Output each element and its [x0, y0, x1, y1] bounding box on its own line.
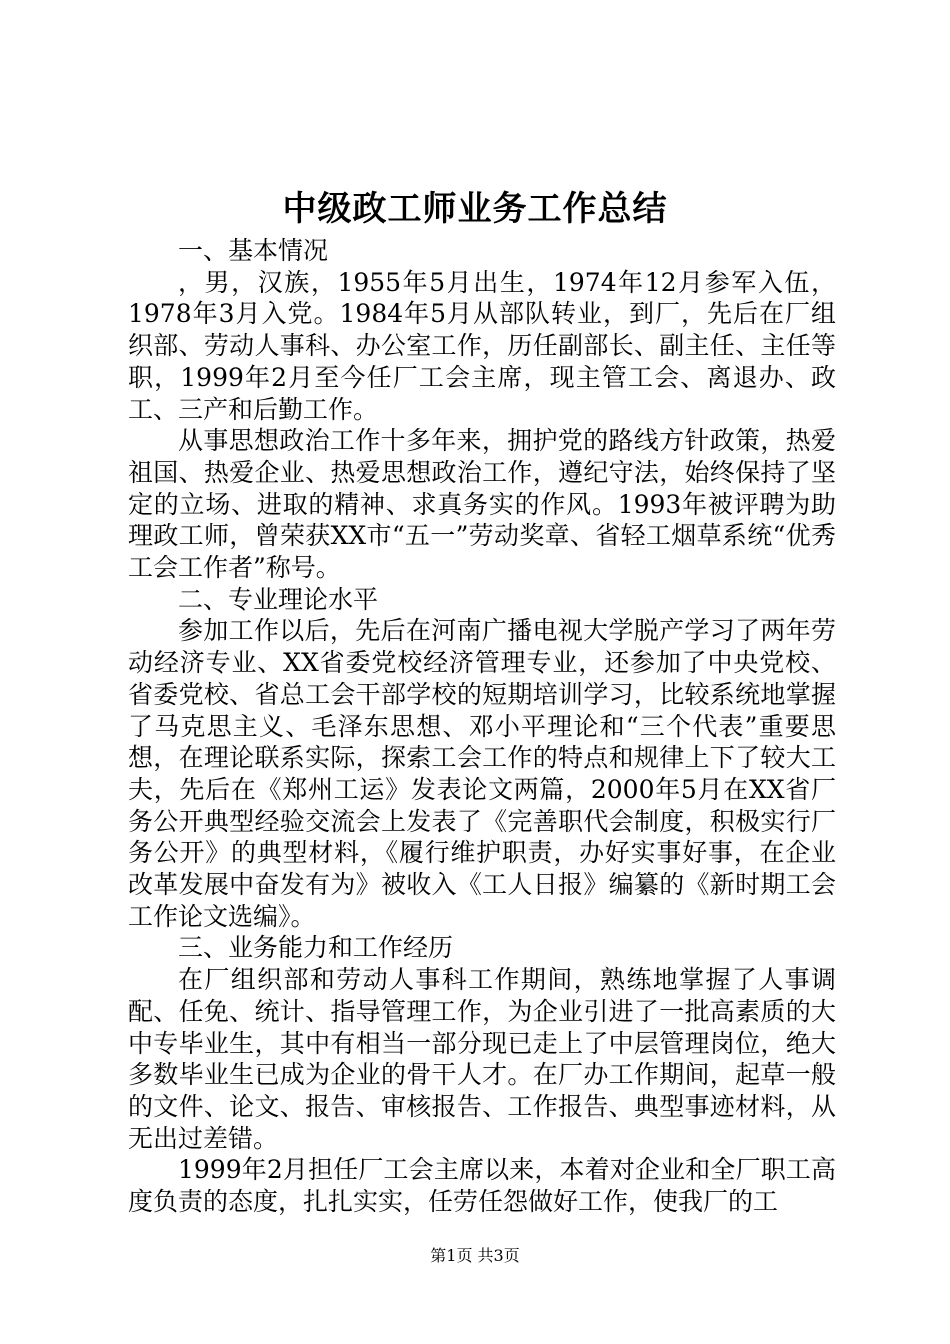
section-heading: 一、基本情况	[178, 236, 329, 265]
document-title: 中级政工师业务工作总结	[282, 189, 668, 229]
paragraph: ，男，汉族，1955年5月出生，1974年12月参军入伍，1978年3月入党。1984年5月从部队转业，到厂，先后在厂组织部、劳动人事科、办公室工作，历任副部长、副主任、主任等职，1999年2月至今任厂工会主席，现主管工会、离退办、政工、三产和后勤工作。	[128, 267, 836, 424]
paragraph: 1999年2月担任厂工会主席以来，本着对企业和全厂职工高度负责的态度，扎扎实实，任劳任怨做好工作，使我厂的工	[128, 1155, 836, 1217]
section-heading: 二、专业理论水平	[178, 584, 379, 614]
paragraph: 在厂组织部和劳动人事科工作期间，熟练地掌握了人事调配、任免、统计、指导管理工作，为企业引进了一批高素质的大中专毕业生，其中有相当一部分现已走上了中层管理岗位，绝大多数毕业生已成为企业的骨干人才。在厂办工作期间，起草一般的文件、论文、报告、审核报告、工作报告、典型事迹材料，从无出过差错。	[128, 965, 836, 1153]
paragraph: 参加工作以后，先后在河南广播电视大学脱产学习了两年劳动经济专业、XX省委党校经济管理专业，还参加了中央党校、省委党校、省总工会干部学校的短期培训学习，比较系统地掌握了马克思主义、毛泽东思想、邓小平理论和“三个代表”重要思想，在理论联系实际，探索工会工作的特点和规律上下了较大工夫，先后在《郑州工运》发表论文两篇，2000年5月在XX省厂务公开典型经验交流会上发表了《完善职代会制度，积极实行厂务公开》的典型材料，《履行维护职责，办好实事好事，在企业改革发展中奋发有为》被收入《工人日报》编纂的《新时期工会工作论文选编》。	[128, 616, 836, 931]
page-footer: 第1页 共3页	[430, 1246, 520, 1265]
section-heading: 三、业务能力和工作经历	[178, 933, 454, 963]
document-body	[128, 235, 836, 1218]
paragraph: 从事思想政治工作十多年来，拥护党的路线方针政策，热爱祖国、热爱企业、热爱思想政治工作，遵纪守法，始终保持了坚定的立场、进取的精神、求真务实的作风。1993年被评聘为助理政工师，曾荣获XX市“五一”劳动奖章、省轻工烟草系统“优秀工会工作者”称号。	[128, 426, 836, 583]
